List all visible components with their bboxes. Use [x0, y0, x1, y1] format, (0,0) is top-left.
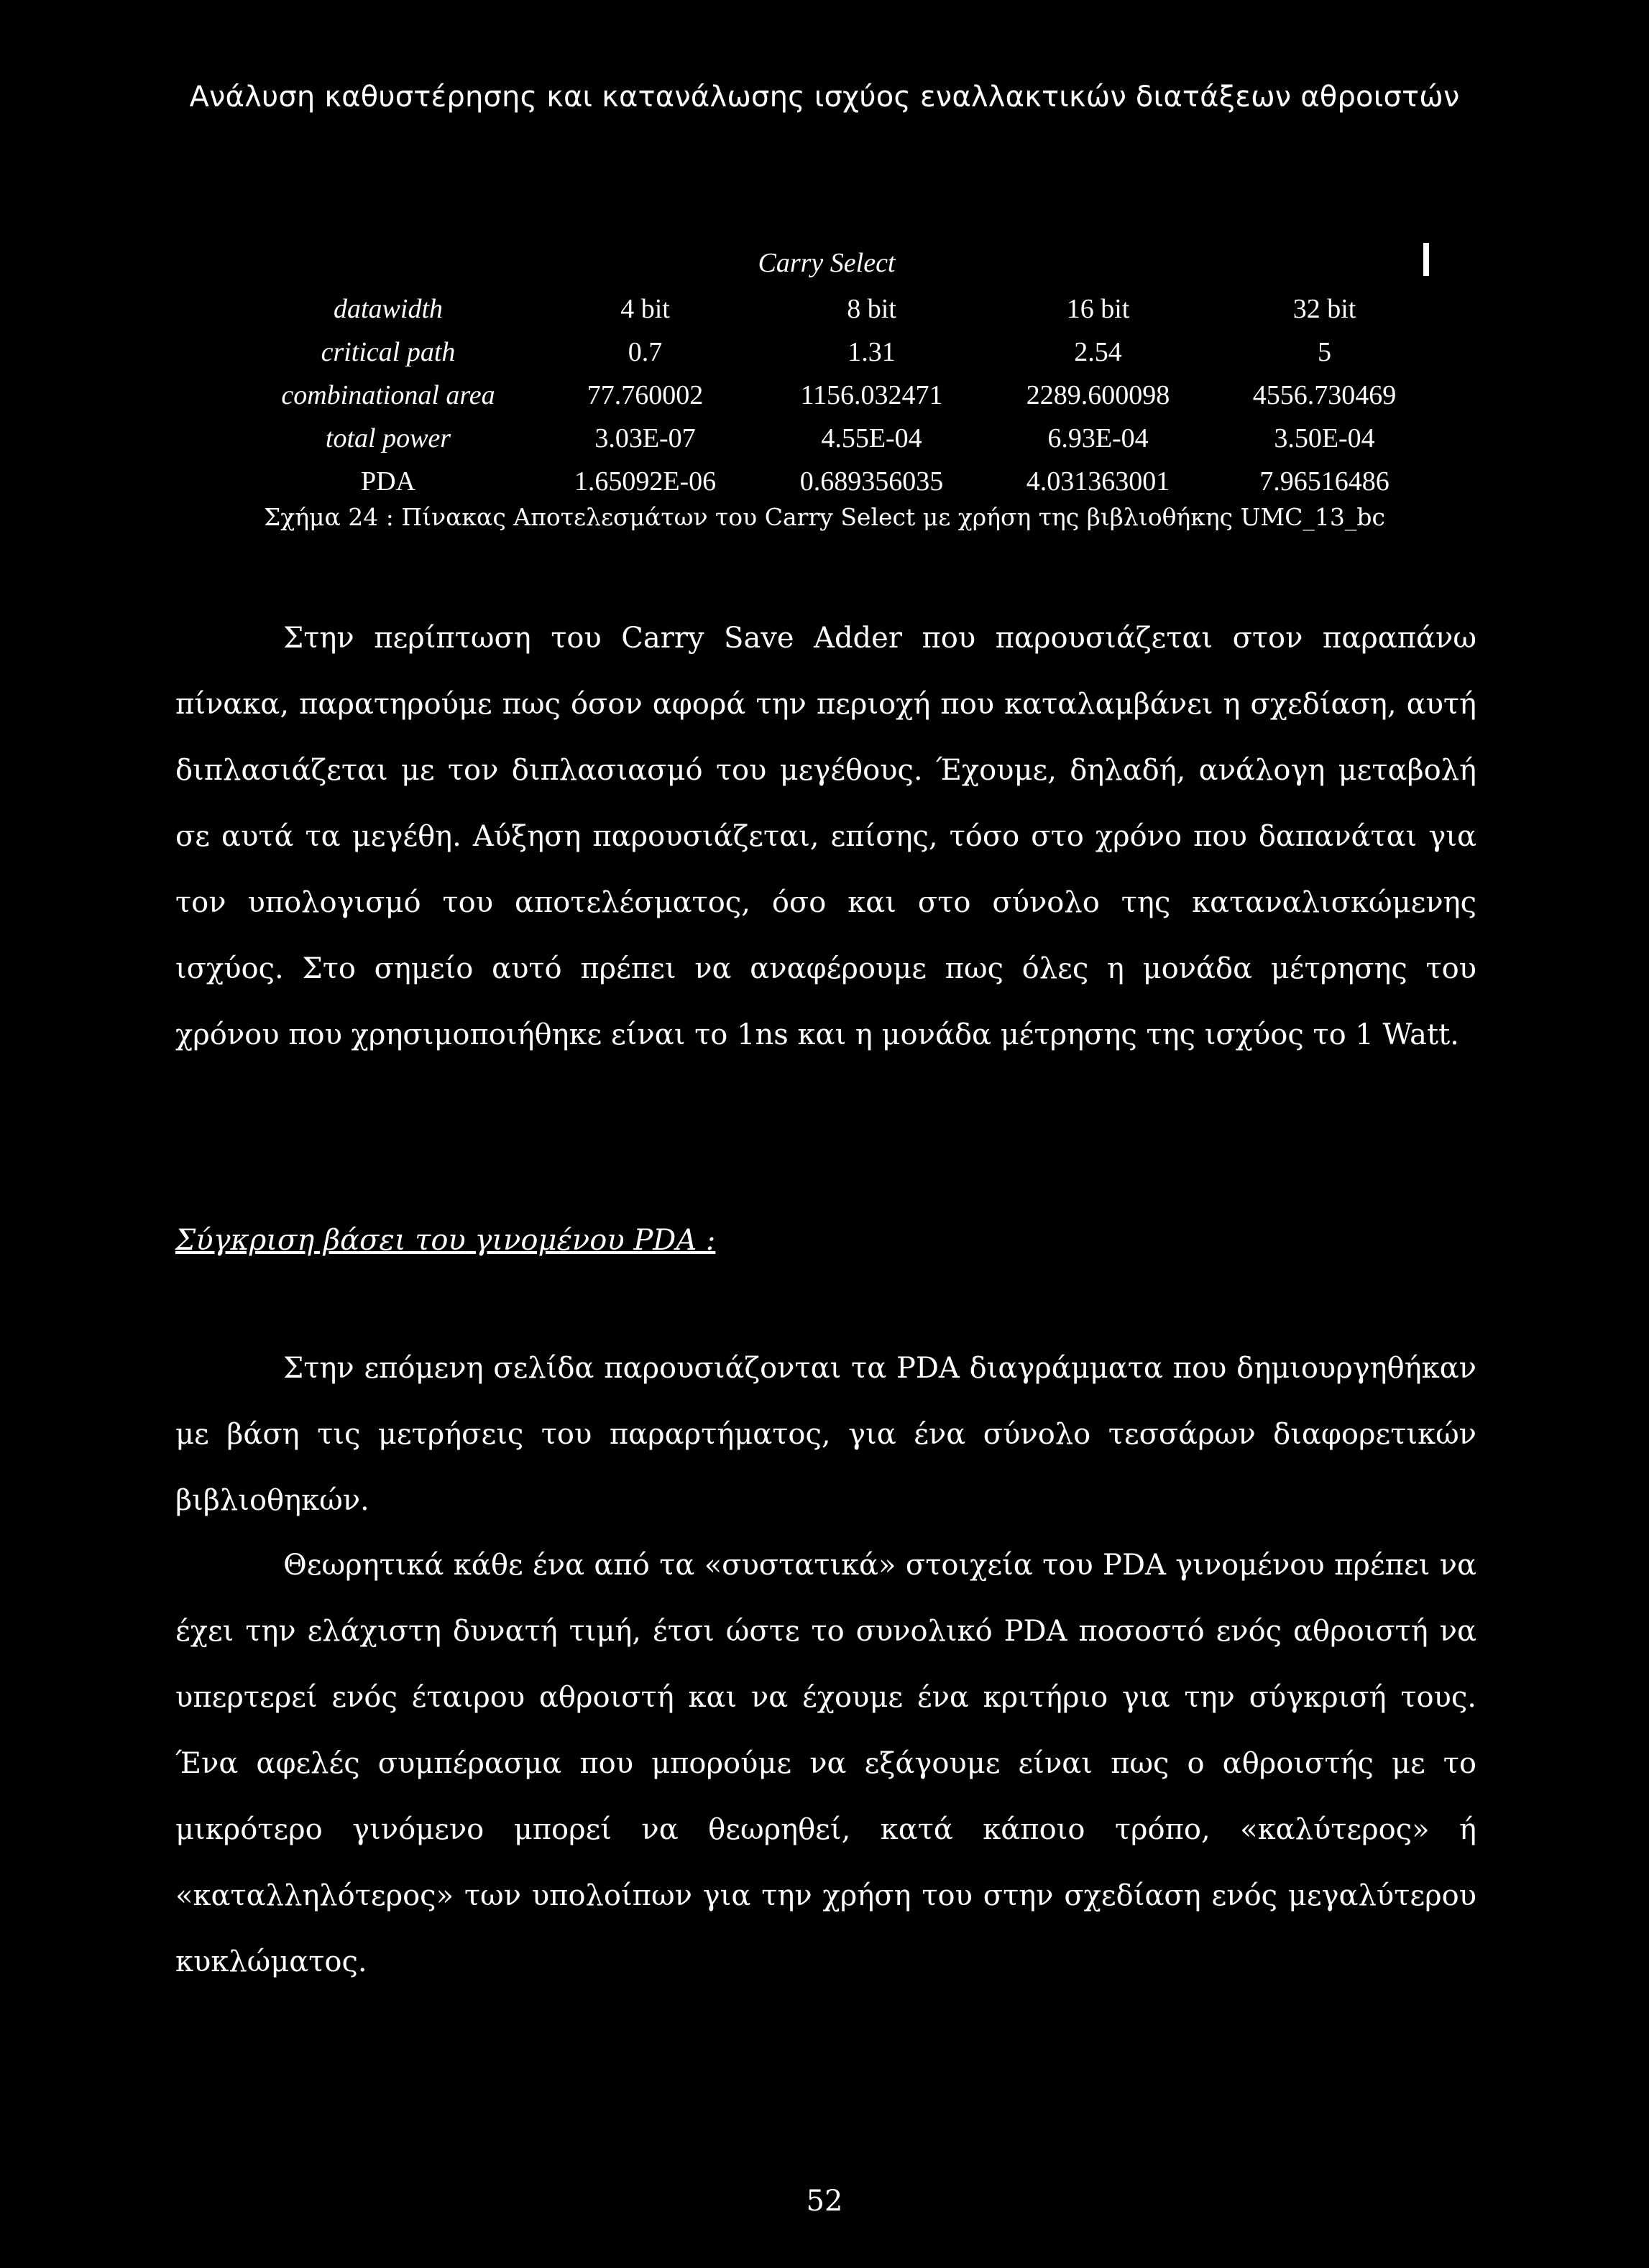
table-row: [244, 331, 1438, 374]
table-cell: 4556.730469: [1252, 380, 1397, 410]
table-cell: 1.65092E-06: [574, 466, 717, 497]
table-row: [244, 374, 1438, 417]
row-label: datawidth: [333, 294, 444, 324]
table-row: [244, 417, 1438, 460]
table-cell: 1.31: [848, 337, 896, 367]
results-table: [244, 287, 1438, 503]
row-label: PDA: [360, 466, 416, 497]
table-cell: 32 bit: [1292, 294, 1356, 324]
section-heading: Σύγκριση βάσει του γινομένου PDA :: [175, 1224, 716, 1257]
table-cell: 2289.600098: [1026, 380, 1170, 410]
table-cell: 4.031363001: [1026, 466, 1170, 497]
paragraph-pda-diagrams: Στην επόμενη σελίδα παρουσιάζονται τα PDA διαγράμματα που δημιουργηθήκαν με βάση τις μετρήσεις του παραρτήματος, για ένα σύνολο τεσσάρων διαφορετικών βιβλιοθηκών.: [175, 1352, 1476, 1517]
table-cell: 8 bit: [847, 294, 896, 324]
table-cell: 6.93E-04: [1047, 423, 1149, 453]
paragraph-pda-theory: Θεωρητικά κάθε ένα από τα «συστατικά» στοιχεία του PDA γινομένου πρέπει να έχει την ελάχιστη δυνατή τιμή, έτσι ώστε το συνολικό PDA ποσοστό ενός αθροιστή να υπερτερεί ενός έταιρου αθροιστή και να έχουμε ένα κριτήριο για την σύγκρισή τους. Ένα αφελές συμπέρασμα που μπορούμε να εξάγουμε είναι πως ο αθροιστής με το μικρότερο γινόμενο μπορεί να θεωρηθεί, κατά κάποιο τρόπο, «καλύτερος» ή «καταλληλότερος» των υπολοίπων για την χρήση του στην σχεδίαση ενός μεγαλύτερου κυκλώματος.: [175, 1549, 1477, 1978]
table-cell: 7.96516486: [1259, 466, 1390, 497]
paragraph-carry-save: Στην περίπτωση του Carry Save Adder που παρουσιάζεται στον παραπάνω πίνακα, παρατηρούμε πως όσον αφορά την περιοχή που καταλαμβάνει η σχεδίαση, αυτή διπλασιάζεται με τον διπλασιασμό του μεγέθους. Έχουμε, δηλαδή, ανάλογη μεταβολή σε αυτά τα μεγέθη. Αύξηση παρουσιάζεται, επίσης, τόσο στο χρόνο που δαπανάται για τον υπολογισμό του αποτελέσματος, όσο και στο σύνολο της καταναλισκώμενης ισχύος. Στο σημείο αυτό πρέπει να αναφέρουμε πως όλες η μονάδα μέτρησης του χρόνου που χρησιμοποιήθηκε είναι το 1ns και η μονάδα μέτρησης της ισχύος το 1 Watt.: [175, 622, 1476, 1051]
table-row: [244, 460, 1438, 503]
running-header: Ανάλυση καθυστέρησης και κατανάλωσης ισχύος εναλλακτικών διατάξεων αθροιστών: [189, 80, 1460, 114]
table-cell: 4 bit: [620, 294, 670, 324]
row-label: combinational area: [281, 380, 495, 410]
table-cell: 3.03E-07: [594, 423, 696, 453]
figure-caption: Σχήμα 24 : Πίνακας Αποτελεσμάτων του Carry Select με χρήση της βιβλιοθήκης UMC_13_bc: [263, 503, 1386, 531]
table-cell: 5: [1318, 337, 1331, 367]
table-cell: 1156.032471: [800, 380, 943, 410]
table-cell: 4.55E-04: [821, 423, 922, 453]
margin-mark: [1423, 243, 1429, 276]
table-row: [244, 287, 1438, 331]
table-cell: 16 bit: [1066, 294, 1130, 324]
table-cell: 0.689356035: [799, 466, 944, 497]
table-cell: 3.50E-04: [1274, 423, 1375, 453]
row-label: critical path: [321, 337, 456, 367]
page-number: 52: [806, 2185, 843, 2218]
row-label: total power: [325, 423, 451, 453]
table-cell: 0.7: [628, 337, 663, 367]
table-cell: 77.760002: [587, 380, 704, 410]
table-title: Carry Select: [758, 248, 896, 278]
table-cell: 2.54: [1074, 337, 1122, 367]
